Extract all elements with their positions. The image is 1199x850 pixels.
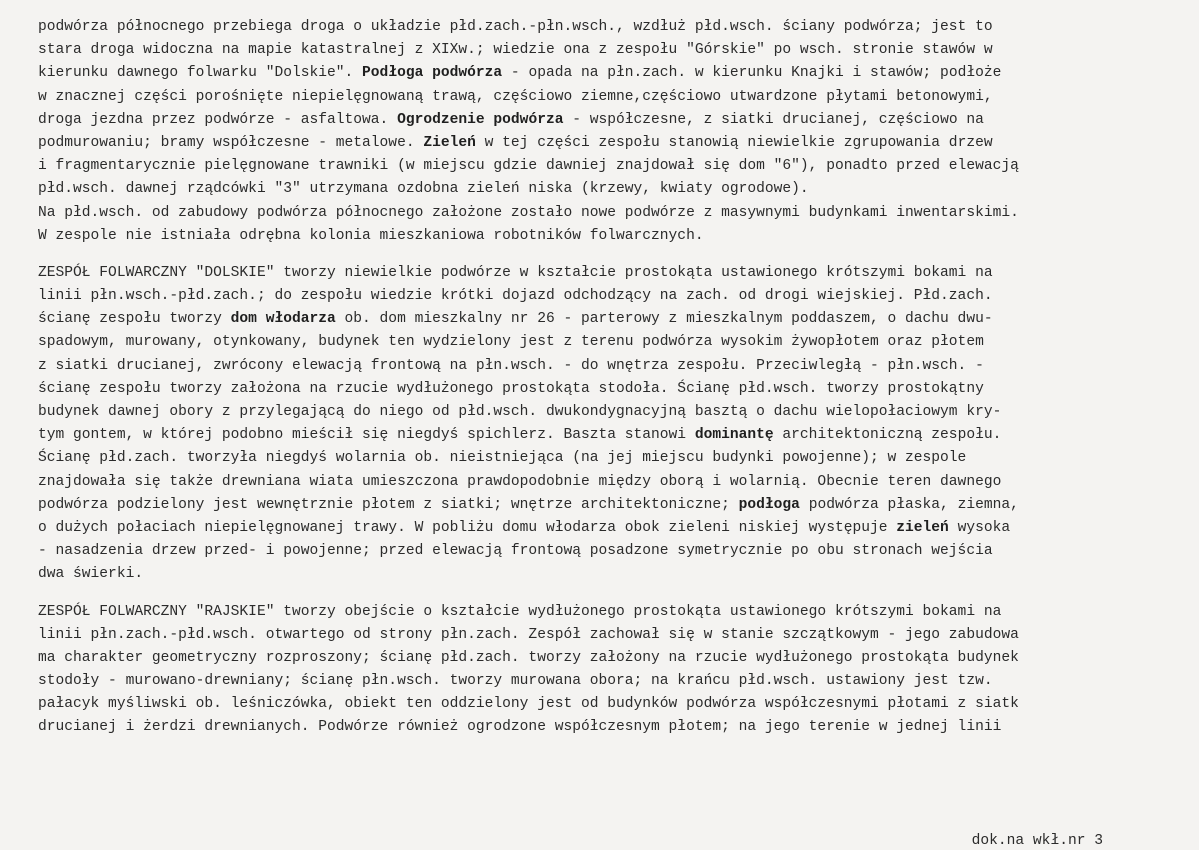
text-run: podmurowaniu; bramy współczesne - metalowe. [38,134,424,151]
text-run: kierunku dawnego folwarku "Dolskie". [38,65,363,82]
text-line [38,670,1169,693]
bold-term: zieleń [896,519,949,536]
text-run: - współczesne, z siatki drucianej, częściowo na [563,111,984,128]
text-line [38,285,1169,308]
text-run: o dużych połaciach niepielęgnowanej trawy. W pobliżu domu włodarza obok zieleni niskiej występuje [38,519,897,536]
text-run: ścianę zespołu tworzy [38,311,231,328]
bold-term: Podłoga podwórza [362,65,503,82]
text-line [38,693,1169,716]
text-line [38,624,1169,647]
text-run: - nasadzenia drzew przed- i powojenne; przed elewacją frontową posadzone symetrycznie po obu stronach wejścia [38,543,993,560]
text-line [38,563,1169,586]
text-line [38,109,1169,132]
paragraph [38,601,1169,740]
text-run: stodoły - murowano-drewniany; ścianę płn.wsch. tworzy murowana obora; na krańcu płd.wsch. ustawiony jest tzw. [38,673,993,690]
text-run: znajdowała się także drewniana wiata umieszczona prawdopodobnie między oborą i wolarnią. Obecnie teren dawnego [38,473,1002,490]
text-line [38,716,1169,739]
text-line [38,202,1169,225]
text-run: ścianę zespołu tworzy założona na rzucie wydłużonego prostokąta stodoła. Ścianę płd.wsch. tworzy prostokątny [38,380,984,397]
text-line [38,178,1169,201]
text-run: Ścianę płd.zach. tworzyła niegdyś wolarnia ob. nieistniejąca (na jej miejscu budynki powojenne); w zespole [38,450,967,467]
page-footer: dok.na wkł.nr 3 [971,833,1103,849]
text-line [38,225,1169,248]
paragraph-gap [38,587,1169,601]
text-run: ZESPÓŁ FOLWARCZNY "DOLSKIE" tworzy niewielkie podwórze w kształcie prostokąta ustawionego krótszymi bokami na [38,264,993,281]
text-run: drucianej i żerdzi drewnianych. Podwórze również ogrodzone współczesnym płotem; na jego terenie w jednej linii [38,719,1002,736]
text-run: pałacyk myśliwski ob. leśniczówka, obiekt ten oddzielony jest od budynków podwórza współczesnymi płotami z siatk [38,696,1019,713]
text-run: tym gontem, w której podobno mieścił się niegdyś spichlerz. Baszta stanowi [38,427,695,444]
text-run: z siatki drucianej, zwrócony elewacją frontową na płn.wsch. - do wnętrza zespołu. Przeciwległą - płn.wsch. - [38,357,984,374]
text-run: spadowym, murowany, otynkowany, budynek ten wydzielony jest z terenu podwórza wysokim żywopłotem oraz płotem [38,334,984,351]
text-run: droga jezdna przez podwórze - asfaltowa. [38,111,398,128]
text-run: podwórza płaska, ziemna, [799,496,1019,513]
text-run: linii płn.zach.-płd.wsch. otwartego od strony płn.zach. Zespół zachował się w stanie szczątkowym - jego zabudowa [38,626,1019,643]
bold-term: dom włodarza [230,311,336,328]
text-line [38,39,1169,62]
text-line [38,132,1169,155]
text-run: linii płn.wsch.-płd.zach.; do zespołu wiedzie krótki dojazd odchodzący na zach. od drogi wiejskiej. Płd.zach. [38,288,993,305]
text-run: dwa świerki. [38,566,144,583]
bold-term: dominantę [694,427,774,444]
text-run: ZESPÓŁ FOLWARCZNY "RAJSKIE" tworzy obejście o kształcie wydłużonego prostokąta ustawionego krótszymi bokami na [38,603,1002,620]
text-run: - opada na płn.zach. w kierunku Knajki i stawów; podłoże [502,65,1002,82]
paragraph-gap [38,248,1169,262]
text-run: architektoniczną zespołu. [773,427,1002,444]
bold-term: podłoga [738,496,800,513]
paragraph [38,16,1169,248]
text-run: W zespole nie istniała odrębna kolonia mieszkaniowa robotników folwarcznych. [38,227,704,244]
text-line [38,647,1169,670]
bold-term: Zieleń [423,134,476,151]
text-line [38,16,1169,39]
text-run: podwórza północnego przebiega droga o układzie płd.zach.-płn.wsch., wzdłuż płd.wsch. ściany podwórza; jest to [38,19,993,35]
document-body [38,16,1169,740]
text-line [38,62,1169,85]
text-run: Na płd.wsch. od zabudowy podwórza północnego założone zostało nowe podwórze z masywnymi budynkami inwentarskimi. [38,204,1019,221]
text-line [38,155,1169,178]
text-line [38,494,1169,517]
paragraph [38,262,1169,587]
text-line [38,471,1169,494]
text-run: stara droga widoczna na mapie katastralnej z XIXw.; wiedzie ona z zespołu "Górskie" po wsch. stronie stawów w [38,42,993,59]
text-line [38,331,1169,354]
text-line [38,355,1169,378]
text-run: wysoka [948,519,1011,536]
text-line [38,262,1169,285]
text-run: ma charakter geometryczny rozproszony; ścianę płd.zach. tworzy założony na rzucie wydłużonego prostokąta budynek [38,649,1019,666]
text-line [38,447,1169,470]
text-run: płd.wsch. dawnej rządcówki "3" utrzymana ozdobna zieleń niska (krzewy, kwiaty ogrodowe). [38,181,809,198]
text-line [38,401,1169,424]
text-line [38,540,1169,563]
text-line [38,86,1169,109]
text-run: budynek dawnej obory z przylegającą do niego od płd.wsch. dwukondygnacyjną basztą o dachu wielopołaciowym kry- [38,404,1002,420]
text-run: podwórza podzielony jest wewnętrznie płotem z siatki; wnętrze architektoniczne; [38,496,739,513]
text-run: ob. dom mieszkalny nr 26 - parterowy z mieszkalnym poddaszem, o dachu dwu- [335,311,993,328]
text-line [38,517,1169,540]
bold-term: Ogrodzenie podwórza [397,111,564,128]
text-line [38,308,1169,331]
text-run: w znacznej części porośnięte niepielęgnowaną trawą, częściowo ziemne,częściowo utwardzone płytami betonowymi, [38,88,993,105]
text-line [38,424,1169,447]
text-run: w tej części zespołu stanowią niewielkie zgrupowania drzew [475,134,993,151]
text-line [38,378,1169,401]
text-run: i fragmentarycznie pielęgnowane trawniki (w miejscu gdzie dawniej znajdował się dom "6"), ponadto przed elewacją [38,158,1019,175]
text-line [38,601,1169,624]
